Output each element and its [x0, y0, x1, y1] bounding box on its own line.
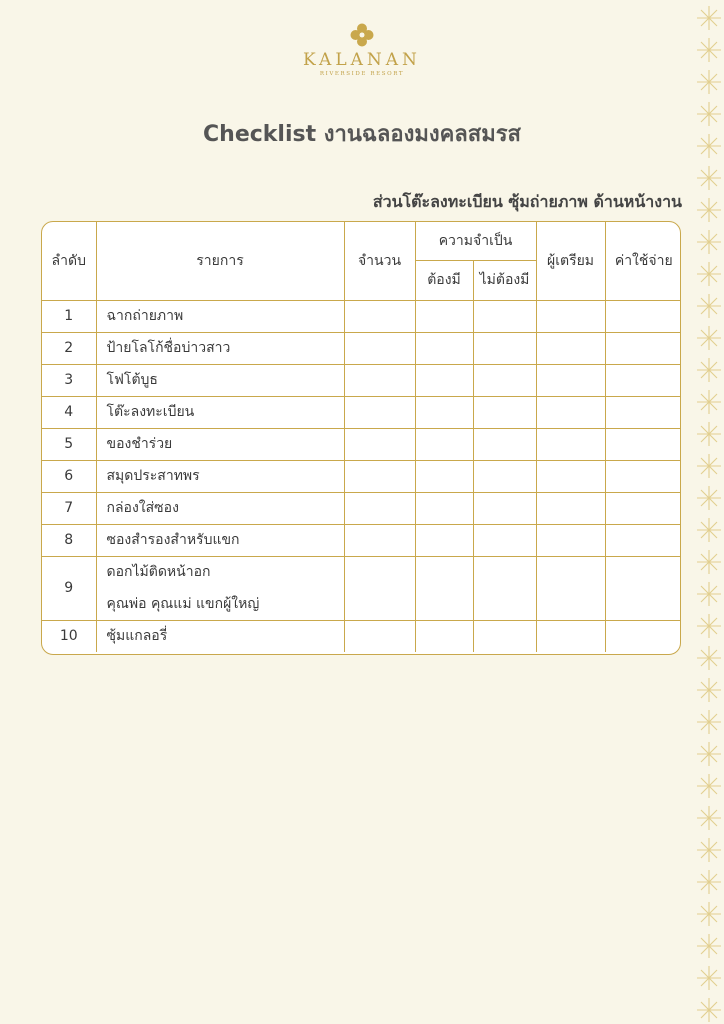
- preparer-cell[interactable]: [536, 364, 605, 396]
- quantity-cell[interactable]: [344, 300, 415, 332]
- required-cell[interactable]: [415, 620, 473, 652]
- row-number: 4: [42, 396, 96, 428]
- header-quantity: จำนวน: [344, 222, 415, 300]
- not-required-cell[interactable]: [473, 460, 536, 492]
- sparkle-star-icon: [697, 262, 721, 286]
- sparkle-star-icon: [697, 998, 721, 1022]
- table-row: [42, 492, 681, 524]
- cost-cell[interactable]: [605, 460, 681, 492]
- not-required-cell[interactable]: [473, 556, 536, 620]
- cost-cell[interactable]: [605, 620, 681, 652]
- sparkle-star-icon: [697, 614, 721, 638]
- row-item: ของชำร่วย: [96, 428, 344, 460]
- row-item: โฟโต้บูธ: [96, 364, 344, 396]
- table-row: [42, 364, 681, 396]
- row-item: ซองสำรองสำหรับแขก: [96, 524, 344, 556]
- brand-subtitle: RIVERSIDE RESORT: [319, 71, 405, 77]
- table-row: [42, 524, 681, 556]
- sparkle-star-icon: [697, 742, 721, 766]
- sparkle-star-icon: [697, 422, 721, 446]
- preparer-cell[interactable]: [536, 620, 605, 652]
- not-required-cell[interactable]: [473, 332, 536, 364]
- sparkle-star-icon: [697, 326, 721, 350]
- sparkle-star-icon: [697, 102, 721, 126]
- sparkle-star-icon: [697, 294, 721, 318]
- preparer-cell[interactable]: [536, 524, 605, 556]
- sparkle-star-icon: [697, 230, 721, 254]
- required-cell[interactable]: [415, 524, 473, 556]
- required-cell[interactable]: [415, 396, 473, 428]
- table-row: [42, 396, 681, 428]
- quantity-cell[interactable]: [344, 396, 415, 428]
- preparer-cell[interactable]: [536, 428, 605, 460]
- sparkle-star-icon: [697, 806, 721, 830]
- sparkle-star-icon: [697, 870, 721, 894]
- row-item: โต๊ะลงทะเบียน: [96, 396, 344, 428]
- decorative-border: [694, 0, 724, 1024]
- preparer-cell[interactable]: [536, 396, 605, 428]
- sparkle-star-icon: [697, 358, 721, 382]
- table-row: [42, 428, 681, 460]
- cost-cell[interactable]: [605, 492, 681, 524]
- required-cell[interactable]: [415, 364, 473, 396]
- sparkle-star-icon: [697, 390, 721, 414]
- row-number: 1: [42, 300, 96, 332]
- required-cell[interactable]: [415, 492, 473, 524]
- header-required: ต้องมี: [415, 260, 473, 300]
- section-title: ส่วนโต๊ะลงทะเบียน ซุ้มถ่ายภาพ ด้านหน้างาน: [372, 192, 682, 211]
- sparkle-star-icon: [697, 38, 721, 62]
- row-number: 8: [42, 524, 96, 556]
- checklist-table: [42, 222, 681, 652]
- table-row: [42, 300, 681, 332]
- row-number: 3: [42, 364, 96, 396]
- preparer-cell[interactable]: [536, 332, 605, 364]
- sparkle-star-icon: [697, 838, 721, 862]
- row-number: 7: [42, 492, 96, 524]
- header-order: ลำดับ: [42, 222, 96, 300]
- required-cell[interactable]: [415, 556, 473, 620]
- row-item: ป้ายโลโก้ชื่อบ่าวสาว: [96, 332, 344, 364]
- sparkle-star-icon: [697, 518, 721, 542]
- sparkle-star-icon: [697, 710, 721, 734]
- row-number: 6: [42, 460, 96, 492]
- row-item: ฉากถ่ายภาพ: [96, 300, 344, 332]
- sparkle-star-icon: [697, 70, 721, 94]
- cost-cell[interactable]: [605, 364, 681, 396]
- checklist-table-container: [41, 221, 681, 655]
- sparkle-star-icon: [697, 134, 721, 158]
- row-item-line2: คุณพ่อ คุณแม่ แขกผู้ใหญ่: [106, 596, 260, 612]
- brand-name: KALANAN: [303, 50, 421, 70]
- row-number: 9: [42, 556, 96, 620]
- not-required-cell[interactable]: [473, 300, 536, 332]
- sparkle-star-icon: [697, 934, 721, 958]
- not-required-cell[interactable]: [473, 492, 536, 524]
- sparkle-star-icon: [697, 646, 721, 670]
- quantity-cell[interactable]: [344, 364, 415, 396]
- table-row: [42, 620, 681, 652]
- table-row: [42, 460, 681, 492]
- row-item: กล่องใส่ซอง: [96, 492, 344, 524]
- header-cost: ค่าใช้จ่าย: [605, 222, 681, 300]
- header-preparer: ผู้เตรียม: [536, 222, 605, 300]
- cost-cell[interactable]: [605, 556, 681, 620]
- sparkle-star-icon: [697, 902, 721, 926]
- not-required-cell[interactable]: [473, 620, 536, 652]
- cost-cell[interactable]: [605, 428, 681, 460]
- preparer-cell[interactable]: [536, 460, 605, 492]
- sparkle-star-icon: [697, 582, 721, 606]
- sparkle-star-icon: [697, 774, 721, 798]
- quantity-cell[interactable]: [344, 332, 415, 364]
- sparkle-star-icon: [697, 678, 721, 702]
- cost-cell[interactable]: [605, 300, 681, 332]
- row-number: 10: [42, 620, 96, 652]
- required-cell[interactable]: [415, 428, 473, 460]
- not-required-cell[interactable]: [473, 524, 536, 556]
- cost-cell[interactable]: [605, 396, 681, 428]
- quantity-cell[interactable]: [344, 556, 415, 620]
- preparer-cell[interactable]: [536, 300, 605, 332]
- sparkle-star-icon: [697, 6, 721, 30]
- table-row: [42, 556, 681, 620]
- not-required-cell[interactable]: [473, 396, 536, 428]
- quantity-cell[interactable]: [344, 620, 415, 652]
- header-necessity: ความจำเป็น: [415, 222, 536, 260]
- cost-cell[interactable]: [605, 332, 681, 364]
- sparkle-star-icon: [697, 966, 721, 990]
- sparkle-star-icon: [697, 166, 721, 190]
- quantity-cell[interactable]: [344, 460, 415, 492]
- quantity-cell[interactable]: [344, 524, 415, 556]
- row-item: สมุดประสาทพร: [96, 460, 344, 492]
- row-item: ซุ้มแกลอรี่: [96, 620, 344, 652]
- header-not-required: ไม่ต้องมี: [473, 260, 536, 300]
- row-number: 2: [42, 332, 96, 364]
- page-title: Checklist งานฉลองมงคลสมรส: [203, 122, 521, 147]
- brand-logo: [0, 22, 724, 77]
- cost-cell[interactable]: [605, 524, 681, 556]
- row-number: 5: [42, 428, 96, 460]
- required-cell[interactable]: [415, 332, 473, 364]
- row-item: [96, 556, 344, 620]
- sparkle-star-icon: [697, 486, 721, 510]
- required-cell[interactable]: [415, 300, 473, 332]
- quantity-cell[interactable]: [344, 492, 415, 524]
- sparkle-star-icon: [697, 198, 721, 222]
- sparkle-star-icon: [697, 550, 721, 574]
- quantity-cell[interactable]: [344, 428, 415, 460]
- table-row: [42, 332, 681, 364]
- preparer-cell[interactable]: [536, 492, 605, 524]
- preparer-cell[interactable]: [536, 556, 605, 620]
- header-item: รายการ: [96, 222, 344, 300]
- not-required-cell[interactable]: [473, 428, 536, 460]
- required-cell[interactable]: [415, 460, 473, 492]
- row-item-line1: ดอกไม้ติดหน้าอก: [106, 564, 211, 580]
- flower-logo-icon: [349, 22, 375, 48]
- not-required-cell[interactable]: [473, 364, 536, 396]
- sparkle-star-icon: [697, 454, 721, 478]
